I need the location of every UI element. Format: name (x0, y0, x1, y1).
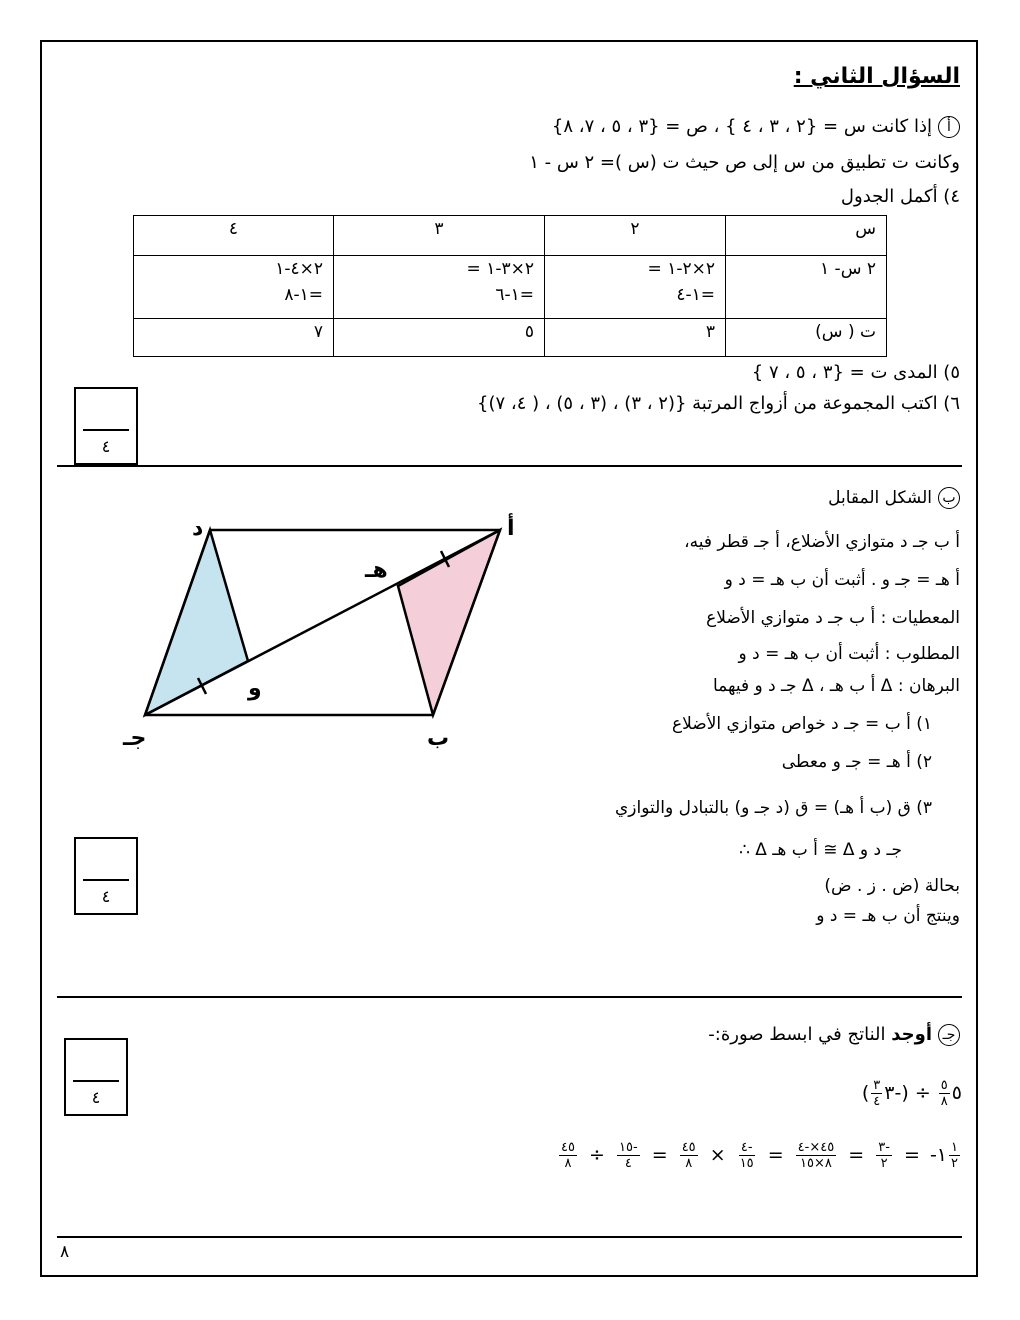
table-header-4: ٤ (134, 216, 334, 256)
question-title: السؤال الثاني : (793, 64, 960, 89)
table-header-x: س (726, 216, 887, 256)
part-a-step5: ٥) المدى ت = {٣ ، ٥ ، ٧ } (751, 362, 960, 383)
part-b-given1: أ ب جـ د متوازي الأضلاع، أ جـ قطر فيه، (684, 532, 960, 552)
parallelogram-figure (115, 505, 535, 755)
table-row3-label: ت ( س) (726, 318, 887, 356)
frac-numerator: -١٥ (619, 1140, 638, 1155)
frac-numerator: ٤٥×-٤ (797, 1140, 835, 1155)
part-a-line1 (552, 116, 960, 138)
frac-denominator: ٤ (873, 1094, 881, 1109)
sol-operator: = (651, 1144, 668, 1166)
problem-frac2 (871, 1078, 882, 1109)
part-c-label: جـ (938, 1024, 960, 1046)
sol-operator: = (903, 1144, 920, 1166)
frac-denominator: ٨ (940, 1094, 948, 1109)
table-cell (334, 256, 545, 318)
proof-step3: ٣) ق (ب أ هـ) = ق (د جـ و) بالتبادل والتوازي (614, 798, 932, 818)
table-header-2: ٢ (545, 216, 726, 256)
sol-frac (617, 1140, 640, 1171)
label-e: هـ (365, 558, 388, 583)
table-cell: ٣ (545, 318, 726, 356)
sol-operator: ÷ (589, 1144, 605, 1166)
part-a-text1: إذا كانت س = {٢ ، ٣ ، ٤ } ، ص = {٣ ، ٥ ، ٧، ٨} (551, 116, 932, 137)
frac-denominator: ٨ (685, 1156, 693, 1171)
score-line (83, 879, 129, 881)
divider (57, 465, 962, 467)
sol-frac (796, 1140, 837, 1171)
frac-denominator: ١٥ (739, 1156, 754, 1171)
sol-operator: = (767, 1144, 784, 1166)
frac-numerator: -٤ (740, 1140, 753, 1155)
table-cell (545, 256, 726, 318)
part-a-step4: ٤) أكمل الجدول (840, 186, 960, 207)
proof-result: وينتج أن ب هـ = د و (816, 906, 960, 926)
score-box-b (74, 837, 138, 915)
problem-frac1 (939, 1078, 950, 1109)
part-a-line2: وكانت ت تطبيق من س إلى ص حيث ت (س )= ٢ س - ١ (529, 152, 960, 173)
table-cell: ٧ (134, 318, 334, 356)
part-b-given2: أ هـ = جـ و . أثبت أن ب هـ = د و (724, 570, 960, 590)
label-a: أ (507, 516, 515, 541)
part-b-label: ب (938, 487, 960, 509)
part-b-heading (828, 487, 960, 509)
sol-whole: -١ (929, 1144, 948, 1166)
frac-numerator: -٣ (878, 1140, 890, 1155)
frac-numerator: ٤٥ (561, 1140, 575, 1155)
part-c-solution (557, 1140, 962, 1171)
values-table (133, 215, 887, 357)
sol-frac (738, 1140, 756, 1171)
table-row2-label: ٢ س- ١ (726, 256, 887, 318)
frac-denominator: ٢ (951, 1156, 958, 1171)
sol-frac (559, 1140, 577, 1171)
frac-numerator: ٥ (940, 1078, 948, 1093)
table-cell: ٥ (334, 318, 545, 356)
part-b-heading-text: الشكل المقابل (828, 488, 932, 508)
proof-conclusion: ∴ Δ أ ب هـ ≅ Δ جـ د و (739, 840, 902, 860)
sol-operator: × (709, 1144, 726, 1166)
frac-numerator: ٤٥ (681, 1140, 696, 1155)
problem-whole1: ٥ (951, 1082, 962, 1104)
sol-frac (680, 1140, 698, 1171)
cell-line: =١-٤ (676, 285, 715, 306)
frac-numerator: ٣ (873, 1078, 881, 1093)
part-c-heading-bold: أوجد (891, 1024, 932, 1045)
frac-denominator: ٢ (880, 1156, 888, 1171)
score-box-a (74, 387, 138, 465)
page-number: ٨ (60, 1242, 70, 1262)
label-d: د (192, 516, 204, 541)
problem-close: ) (861, 1082, 870, 1104)
sol-operator: = (848, 1144, 865, 1166)
part-b-required: المطلوب : أثبت أن ب هـ = د و (738, 644, 960, 664)
cell-line: ٢×٢-١ = (647, 259, 715, 280)
score-value: ٤ (101, 437, 111, 456)
score-line (83, 429, 129, 431)
problem-whole2: (-٣ (884, 1082, 909, 1104)
part-c-heading (708, 1024, 960, 1046)
score-value: ٤ (91, 1088, 101, 1107)
score-line (73, 1080, 119, 1082)
cell-line: =١-٦ (495, 285, 534, 306)
part-a-label: أ (938, 116, 960, 138)
sol-frac (876, 1140, 892, 1171)
divider (57, 996, 962, 998)
problem-operator: ÷ (914, 1082, 931, 1104)
part-c-problem (862, 1078, 962, 1109)
frac-denominator: ٨ (564, 1156, 572, 1171)
frac-denominator: ٨×١٥ (800, 1156, 832, 1171)
sol-frac (949, 1140, 960, 1171)
cell-line: ٢×٣-١ = (466, 259, 534, 280)
label-w: و (248, 676, 262, 701)
frac-numerator: ١ (951, 1140, 958, 1155)
proof-step1: ١) أ ب = جـ د خواص متوازي الأضلاع (672, 714, 932, 734)
table-cell (134, 256, 334, 318)
part-b-data: المعطيات : أ ب جـ د متوازي الأضلاع (706, 608, 960, 628)
label-b: ب (427, 726, 450, 751)
cell-line: =١-٨ (284, 285, 323, 306)
divider (57, 1236, 962, 1238)
part-a-step6: ٦) اكتب المجموعة من أزواج المرتبة {(٢ ، ٣) ، (٣ ، ٥) ، ( ٤، ٧)} (477, 393, 960, 414)
part-b-proof: البرهان : Δ أ ب هـ ، Δ جـ د و فيهما (712, 676, 960, 696)
proof-step2: ٢) أ هـ = جـ و معطى (781, 752, 932, 772)
proof-case: بحالة (ض . ز . ض) (824, 876, 960, 896)
frac-denominator: ٤ (624, 1156, 632, 1171)
label-c: جـ (123, 726, 147, 751)
score-box-c (64, 1038, 128, 1116)
part-c-heading-rest: الناتج في ابسط صورة:- (708, 1024, 886, 1045)
table-header-3: ٣ (334, 216, 545, 256)
cell-line: ٢×٤-١ (275, 259, 323, 280)
score-value: ٤ (101, 887, 111, 906)
